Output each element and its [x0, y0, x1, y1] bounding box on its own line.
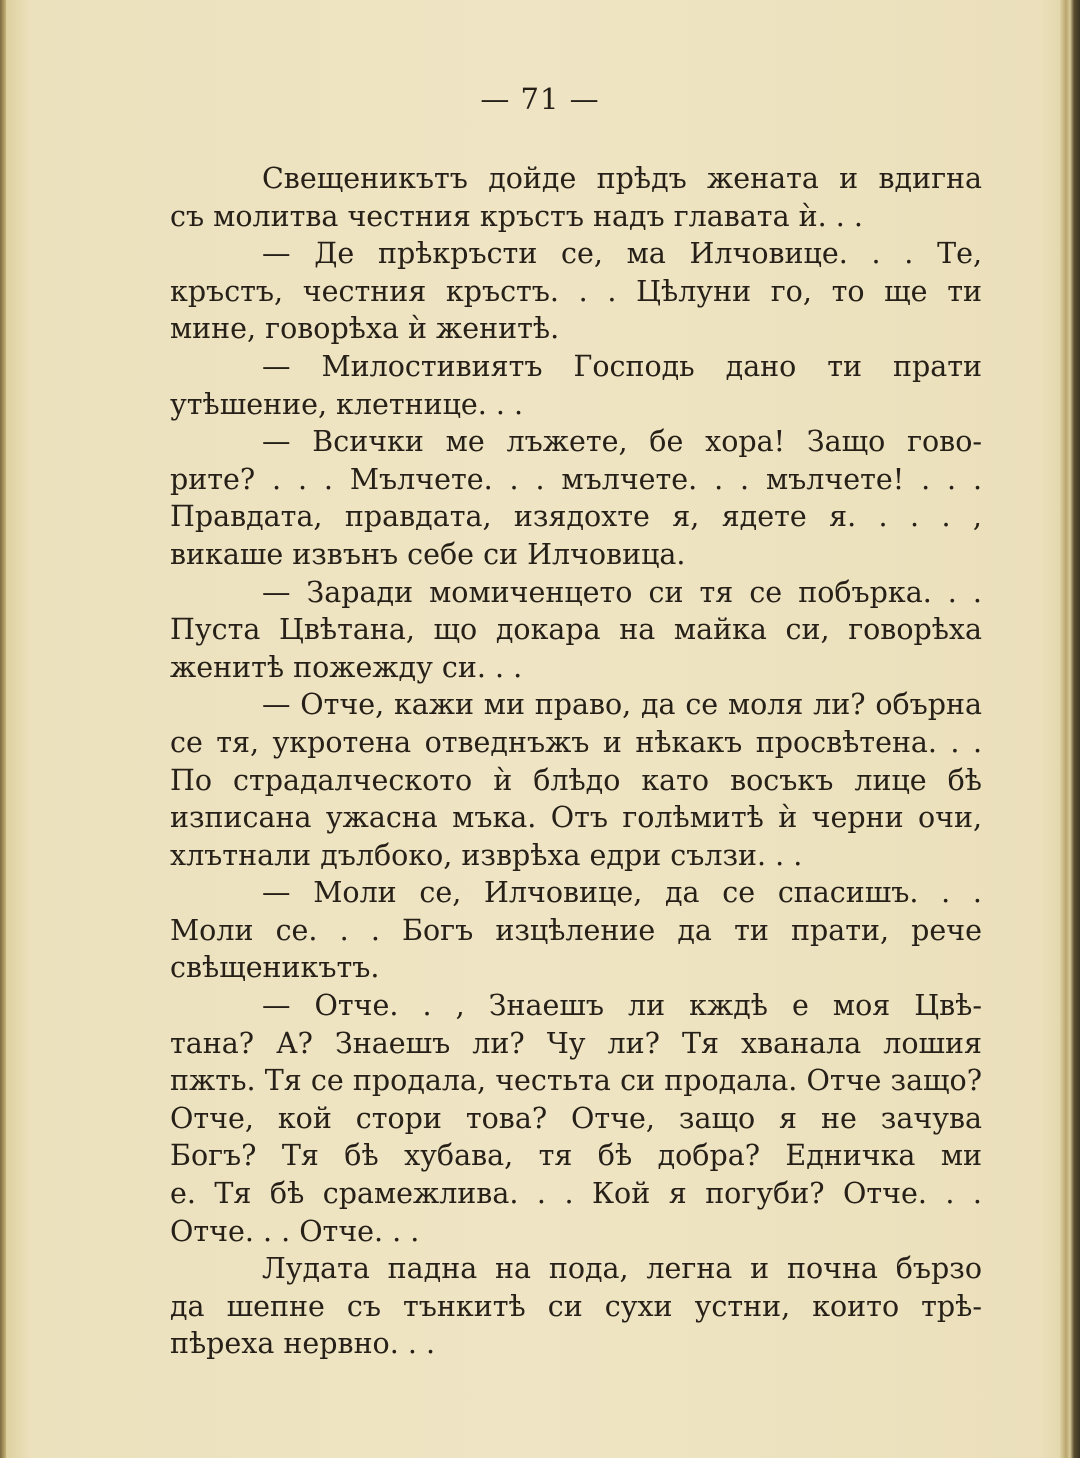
- text-line: тана? А? Знаешъ ли? Чу ли? Тя хванала лошия: [170, 1026, 982, 1060]
- text-line: По страдалческото ѝ блѣдо като восъкъ лице бѣ: [170, 763, 982, 797]
- text-line: Моли се. . . Богъ изцѣление да ти прати, рече: [170, 913, 982, 947]
- text-line: Богъ? Тя бѣ хубава, тя бѣ добра? Едничка ми: [170, 1139, 982, 1173]
- text-line: — Отче. . , Знаешъ ли кждѣ е моя Цвѣ-: [262, 989, 982, 1023]
- text-line: утѣшение, клетнице. . .: [170, 387, 524, 421]
- text-line: свѣщеникътъ.: [170, 951, 380, 985]
- text-line: хлътнали дълбоко, изврѣха едри сълзи. . .: [170, 838, 803, 872]
- text-line: да шепне съ тънкитѣ си сухи устни, които трѣ-: [170, 1289, 982, 1323]
- page-left-edge: [0, 0, 6, 1458]
- text-line: пѣреха нервно. . .: [170, 1327, 436, 1361]
- text-line: се тя, укротена отведнъжъ и нѣкакъ просвѣтена. . .: [170, 725, 982, 759]
- text-line: — Милостивиятъ Господь дано ти прати: [262, 349, 982, 383]
- page-right-edge: [1060, 0, 1080, 1458]
- body-text: [170, 160, 982, 1363]
- text-line: Лудата падна на пода, легна и почна бързо: [262, 1252, 982, 1286]
- text-line: Отче, кой стори това? Отче, защо я не зачува: [170, 1101, 982, 1135]
- text-line: — Отче, кажи ми право, да се моля ли? обърна: [262, 688, 982, 722]
- text-line: рите? . . . Мълчете. . . мълчете. . . мълчете! . . .: [170, 462, 982, 496]
- text-line: пжть. Тя се продала, честьта си продала. Отче защо?: [170, 1064, 982, 1098]
- text-line: викаше извънъ себе си Илчовица.: [170, 537, 686, 571]
- text-line: мине, говорѣха ѝ женитѣ.: [170, 312, 560, 346]
- text-line: кръстъ, честния кръстъ. . . Цѣлуни го, то ще ти: [170, 274, 982, 308]
- text-line: Отче. . . Отче. . .: [170, 1214, 420, 1248]
- text-line: Пуста Цвѣтана, що докара на майка си, говорѣха: [170, 613, 982, 647]
- text-line: — Моли се, Илчовице, да се спасишъ. . .: [262, 876, 982, 910]
- text-line: — Всички ме лъжете, бе хора! Защо гово-: [262, 425, 982, 459]
- text-line: женитѣ пожежду си. . .: [170, 650, 523, 684]
- text-line: Свещеникътъ дойде прѣдъ жената и вдигна: [262, 162, 982, 195]
- text-line: изписана ужасна мъка. Отъ голѣмитѣ ѝ черни очи,: [170, 801, 982, 835]
- page-number: — 71 —: [480, 82, 600, 116]
- text-line: — Заради момиченцето си тя се побърка. . .: [262, 575, 982, 609]
- text-line: съ молитва честния кръстъ надъ главата ѝ. . .: [170, 199, 863, 233]
- text-line: — Де прѣкръсти се, ма Илчовице. . . Те,: [262, 237, 982, 271]
- text-line: е. Тя бѣ срамежлива. . . Кой я погуби? Отче. . .: [170, 1177, 982, 1211]
- text-line: Правдата, правдата, изядохте я, ядете я. . . . ,: [170, 500, 982, 534]
